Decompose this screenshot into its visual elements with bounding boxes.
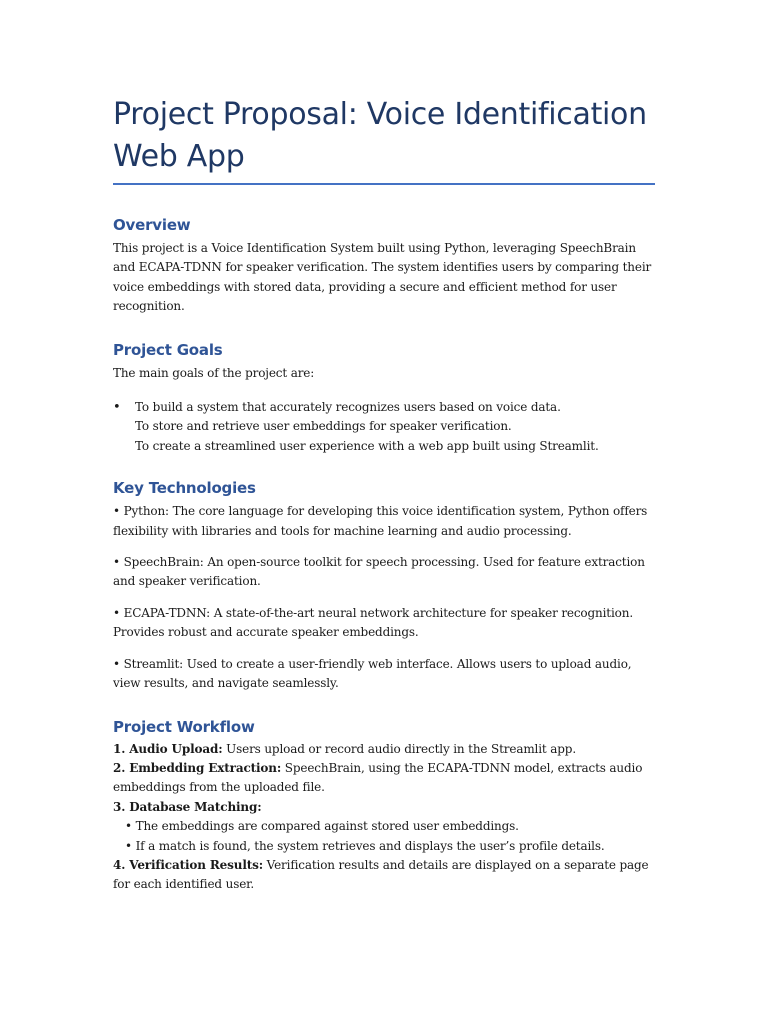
step-label: 1. Audio Upload: [113, 741, 223, 756]
step-text: Users upload or record audio directly in the Streamlit app. [222, 741, 576, 756]
workflow-step-2 [113, 759, 658, 798]
technology-item: • Python: The core language for developing this voice identification system, Python offers flexibility with libraries and tools for machine learning and audio processing. [113, 504, 648, 538]
technologies-heading: Key Technologies [113, 479, 256, 498]
title-underline [113, 183, 655, 185]
step-label: 3. Database Matching: [113, 799, 262, 814]
goal-item: To store and retrieve user embeddings for speaker verification. [135, 419, 512, 434]
workflow-step-4 [113, 856, 658, 895]
workflow-substep: • The embeddings are compared against stored user embeddings. [125, 819, 519, 834]
step-label: 2. Embedding Extraction: [113, 760, 282, 775]
step-label: 4. Verification Results: [113, 857, 264, 872]
workflow-heading: Project Workflow [113, 717, 255, 736]
document-page [113, 94, 658, 895]
goals-heading: Project Goals [113, 340, 223, 359]
overview-heading: Overview [113, 216, 191, 234]
overview-text: This project is a Voice Identification System built using Python, leveraging SpeechBrain and ECAPA-TDNN for speaker verification. The system identifies users by comparing their voice embeddings with stored data, providing a secure and efficient method for user recognition. [113, 241, 652, 314]
workflow-substep: • If a match is found, the system retrieves and displays the user’s profile details. [125, 838, 605, 853]
workflow-list [113, 740, 658, 895]
goals-intro: The main goals of the project are: [113, 365, 315, 380]
technology-item: • ECAPA-TDNN: A state-of-the-art neural network architecture for speaker recognition. Provides robust and accurate speaker embeddings. [113, 605, 633, 640]
technology-item: • SpeechBrain: An open-source toolkit for speech processing. Used for feature extraction and speaker verification. [113, 555, 645, 589]
goals-list [113, 398, 658, 456]
bullet-icon: • [113, 400, 121, 416]
goal-item: To build a system that accurately recognizes users based on voice data. [135, 400, 561, 415]
workflow-step-3 [113, 798, 658, 817]
step-text: Verification results and details are displayed on a separate page for each identified user. [113, 857, 649, 892]
step-text: SpeechBrain, using the ECAPA-TDNN model, extracts audio embeddings from the uploaded file. [113, 760, 643, 795]
technology-item: • Streamlit: Used to create a user-friendly web interface. Allows users to upload audio, view results, and navigate seamlessly. [113, 656, 632, 691]
goal-item: To create a streamlined user experience with a web app built using Streamlit. [135, 438, 599, 453]
document-title: Project Proposal: Voice Identification Web App [113, 97, 647, 174]
workflow-step-1 [113, 740, 658, 759]
